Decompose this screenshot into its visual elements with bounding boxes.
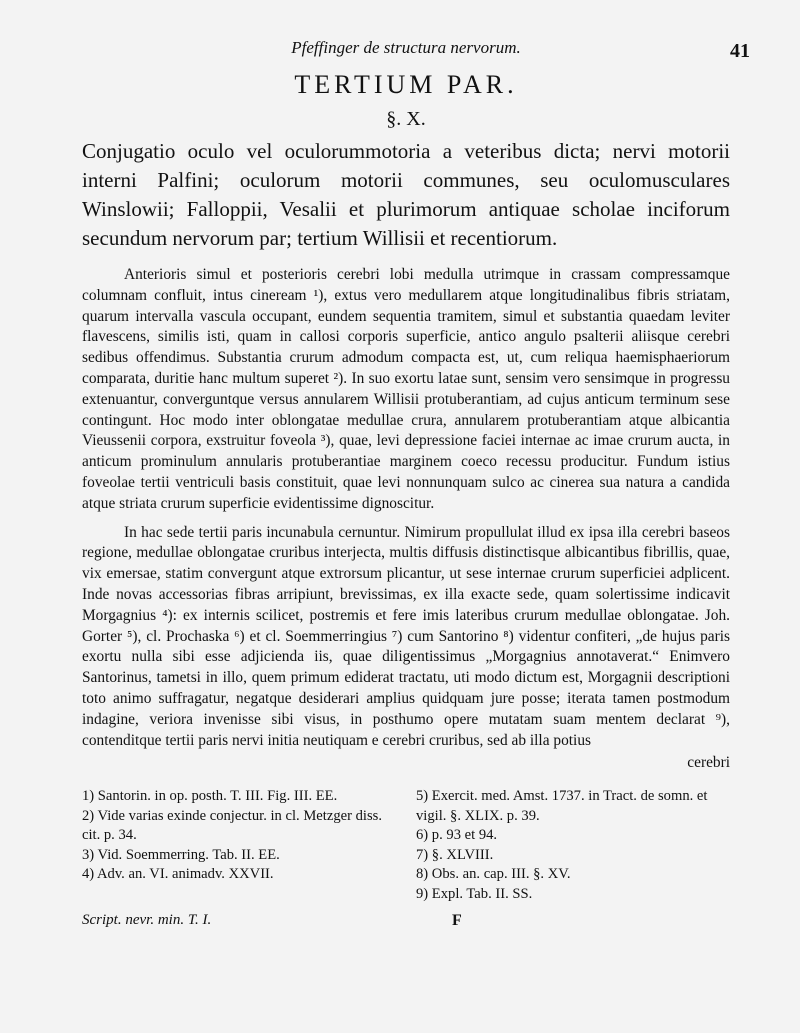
running-title: Pfeffinger de structura nervorum. — [291, 38, 521, 57]
footnote-3: 3) Vid. Soemmerring. Tab. II. EE. — [82, 846, 280, 863]
footnote-7: 7) §. XLVIII. — [416, 846, 494, 863]
paragraph-2: In hac sede tertii paris incunabula cernuntur. Nimirum propullulat illud ex ipsa illa cerebri baseos regione, medullae oblongatae cruribus interjecta, multis diffusis distinctisque albicantibus fibrillis, quae, vix emersae, statim convergunt atque extrorsum plicantur, ut sese internae crurum superficiei adplicent. Inde novas accessorias fibras arripiunt, brevissimas, ex illa exacte sede, quam solertissime indicavit Morgagnius ⁴): ex internis scilicet, postremis et fere imis lateribus crurum medullae oblongatae. Joh. Gorter ⁵), cl. Prochaska ⁶) et cl. Soemmerringius ⁷) cum Santorino ⁸) videntur confiteri, „de hujus paris exortu nulla sibi esse adjicienda iis, quae diligentissimus „Morgagnius annotaverat.“ Enimvero Santorinus, tametsi in illo, quem primum ediderat tractatu, uti modo dictum est, Morgagnii descriptioni toto animo suffragatur, negatque desiderari amplius quidquam jure posse; iterata tamen postmodum indagine, veriora invenisse sibi visus, in posthumo opere mutatam suam mentem declarat ⁹), contenditque tertii paris nervi initia neutiquam e cerebri cruribus, sed ab illa potius — [82, 523, 730, 749]
footnotes-right-column — [416, 787, 730, 904]
section-number: §. X. — [386, 108, 426, 130]
running-head — [82, 30, 750, 62]
footnote-6: 6) p. 93 et 94. — [416, 827, 498, 844]
footnote-2: 2) Vide varias exinde conjectur. in cl. Metzger diss. cit. p. 34. — [82, 807, 382, 844]
footnotes — [82, 787, 730, 904]
footnote-1: 1) Santorin. in op. posth. T. III. Fig. III. EE. — [82, 788, 338, 805]
signature-line — [82, 912, 730, 938]
catchword: cerebri — [687, 754, 730, 772]
signature-title: Script. nevr. min. T. I. — [82, 912, 212, 929]
footnote-4: 4) Adv. an. VI. animadv. XXVII. — [82, 866, 274, 883]
section-title: TERTIUM PAR. — [294, 70, 518, 99]
footnotes-left-column — [82, 787, 396, 904]
signature-mark: F — [452, 912, 462, 930]
footnote-8: 8) Obs. an. cap. III. §. XV. — [416, 866, 571, 883]
body-text — [82, 265, 730, 751]
footnote-5: 5) Exercit. med. Amst. 1737. in Tract. de somn. et vigil. §. XLIX. p. 39. — [416, 788, 708, 824]
page-number: 41 — [730, 40, 750, 62]
paragraph-1: Anterioris simul et posterioris cerebri lobi medulla utrimque in crassam compressamque columnam confluit, intus cineream ¹), extus vero medullarem atque longitudinalibus fibris striatam, quarum intervalla vascula occupant, eundem sequentia tramitem, simul et substantia quaedam leviter flavescens, similis isti, quam in callosi corporis superficie, antico angulo psalterii aliisque cerebri sedibus offendimus. Substantia crurum admodum compacta est, ut, cum reliqua haemisphaeriorum comparata, duritie hanc multum superet ²). In suo exortu latae sunt, sensim vero sensimque in progressu extenuantur, converguntque versus annularem Willisii protuberantiam, ad cujus anticum terminum sese contingunt. Hoc modo inter oblongatae medullae crura, annularem protuberantiam atque albicantia Vieussenii corpora, exstruitur foveola ³), quae, levi depressione faciei internae ac imae crurum aucta, in anticum prominulum annularis protuberantiae marginem coeco recessu producitur. Fundum istius foveolae tertii ventriculi basis constituit, quae levi nonnunquam sulco ac cinerea sua natura a candida atque striata crurum superficie evidentissime dignoscitur. — [82, 266, 730, 512]
footnote-9: 9) Expl. Tab. II. SS. — [416, 885, 533, 902]
heading-paragraph: Conjugatio oculo vel oculorummotoria a veteribus dicta; nervi motorii interni Palfini; oculorum motorii communes, seu oculomusculares Winslowii; Falloppii, Vesalii et plurimorum antiquae scholae inciforum secundum nervorum par; tertium Willisii et recentiorum. — [82, 139, 730, 250]
